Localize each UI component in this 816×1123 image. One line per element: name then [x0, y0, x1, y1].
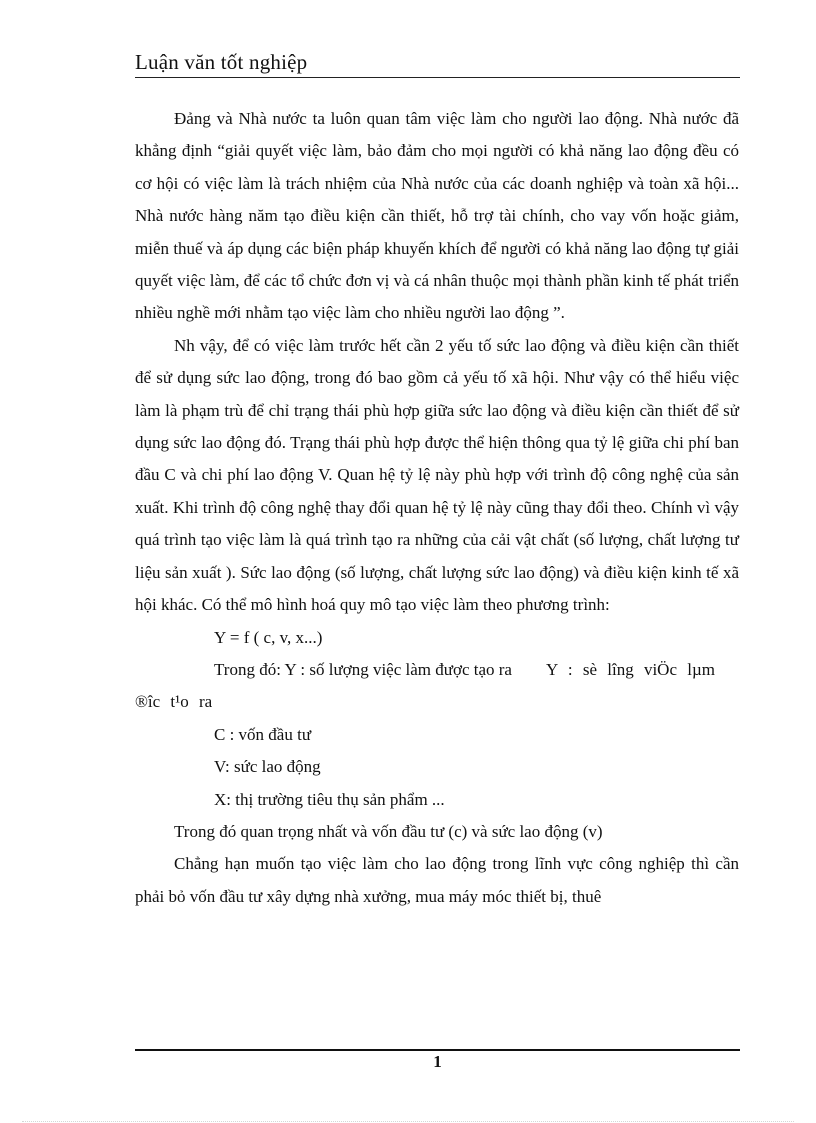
formula-definition-y	[135, 654, 739, 719]
paragraph-industry-example: Chẳng hạn muốn tạo việc làm cho lao động trong lĩnh vực công nghiệp thì cần phải bỏ vốn đầu tư xây dựng nhà xưởng, mua máy móc thiết bị, thuê	[135, 854, 739, 906]
paragraph-state-employment-policy: Đảng và Nhà nước ta luôn quan tâm việc làm cho người lao động. Nhà nước đã khẳng định “giải quyết việc làm, bảo đảm cho mọi người có khả năng lao động đều có cơ hội có việc làm là trách nhiệm của Nhà nước của các doanh nghiệp và toàn xã hội... Nhà nước hàng năm tạo điều kiện cần thiết, hỗ trợ tài chính, cho vay vốn hoặc giảm, miễn thuế và áp dụng các biện pháp khuyến khích để người có khả năng lao động tự giải quyết việc làm, để các tổ chức đơn vị và cá nhân thuộc mọi thành phần kinh tế phát triển nhiều nghề mới nhằm tạo việc làm cho nhiều người lao động ”.	[135, 109, 739, 323]
formula-equation: Y = f ( c, v, x...)	[214, 627, 323, 647]
legacy-encoded-text: Y : sè lîng viÖc lµm ®îc t¹o ra	[135, 659, 715, 712]
body-text	[135, 103, 739, 913]
running-header-title: Luận văn tốt nghiệp	[135, 50, 308, 74]
page-number: 1	[433, 1052, 442, 1071]
formula-definition-c: C : vốn đầu tư	[214, 724, 312, 744]
formula-definition-y-text: Trong đó: Y : số lượng việc làm được tạo ra	[214, 659, 512, 679]
page-bottom-edge	[22, 1121, 794, 1122]
paragraph-employment-definition: Nh vậy, để có việc làm trước hết cần 2 yếu tố sức lao động và điều kiện cần thiết để sử dụng sức lao động, trong đó bao gồm cả yếu tố xã hội. Như vậy có thể hiểu việc làm là phạm trù để chỉ trạng thái phù hợp giữa sức lao động và điều kiện cần thiết để sử dụng sức lao động đó. Trạng thái phù hợp được thể hiện thông qua tỷ lệ giữa chi phí ban đầu C và chi phí lao động V. Quan hệ tỷ lệ này phù hợp với trình độ công nghệ của sản xuất. Khi trình độ công nghệ thay đổi quan hệ tỷ lệ này cũng thay đổi theo. Chính vì vậy quá trình tạo việc làm là quá trình tạo ra những của cải vật chất (số lượng, chất lượng tư liệu sản xuất ). Sức lao động (số lượng, chất lượng sức lao động) và điều kiện kinh tế xã hội khác. Có thể mô hình hoá quy mô tạo việc làm theo phương trình:	[135, 335, 739, 615]
header-divider	[135, 77, 740, 78]
formula-definition-x: X: thị trường tiêu thụ sản phẩm ...	[214, 789, 445, 809]
paragraph-key-factors: Trong đó quan trọng nhất và vốn đầu tư (c) và sức lao động (v)	[174, 821, 603, 841]
formula-definition-v: V: sức lao động	[214, 757, 321, 777]
